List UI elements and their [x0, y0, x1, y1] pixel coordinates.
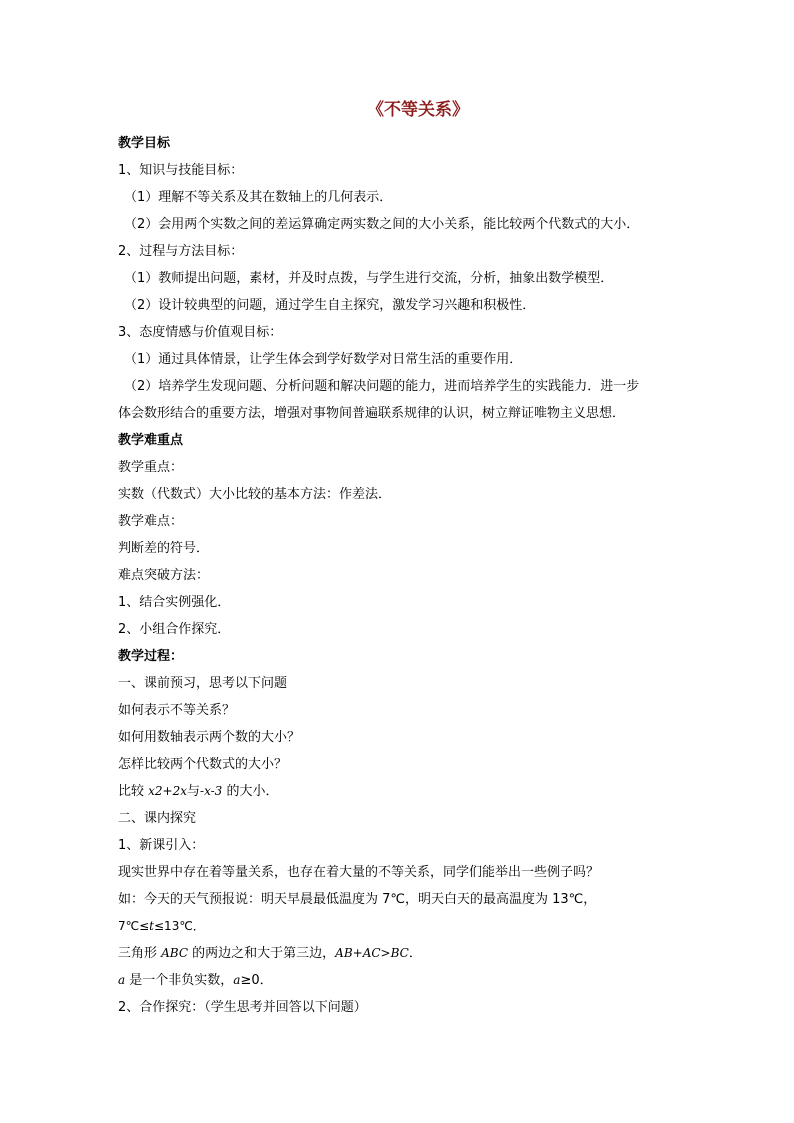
expression-2: -x-3: [200, 784, 223, 798]
text-line: 难点突破方法：: [118, 568, 210, 583]
text-line: 如何用数轴表示两个数的大小？: [118, 730, 301, 745]
text-line: 1、知识与技能目标：: [118, 163, 244, 178]
section-heading-process: 教学过程：: [118, 649, 184, 664]
text-line: 2、过程与方法目标：: [118, 244, 244, 259]
document-title: 《不等关系》: [367, 100, 469, 120]
text-line: 教学重点：: [118, 460, 184, 475]
expression-1: x2+2x: [148, 784, 187, 798]
text-line: 2、合作探究：（学生思考并回答以下问题）: [118, 1000, 367, 1015]
text-line: 3、态度情感与价值观目标：: [118, 325, 283, 340]
text-line: （1）教师提出问题，素材，并及时点拨，与学生进行交流，分析，抽象出数学模型．: [124, 271, 614, 286]
text-line: （2）设计较典型的问题，通过学生自主探究，激发学习兴趣和积极性．: [124, 298, 536, 313]
content-lines: [118, 130, 678, 1021]
text-line: （1）通过具体情景，让学生体会到学好数学对日常生活的重要作用．: [124, 352, 523, 367]
compare-expression-line: 比较 x2+2x与-x-3 的大小．: [118, 784, 279, 799]
text-line: 判断差的符号．: [118, 541, 210, 556]
text-line: 怎样比较两个代数式的大小？: [118, 757, 288, 772]
text-line: 实数（代数式）大小比较的基本方法：作差法．: [118, 487, 392, 502]
triangle-inequality-line: 三角形 ABC 的两边之和大于第三边，AB+AC>BC．: [118, 946, 422, 961]
nonnegative-line: a 是一个非负实数，a≥0．: [118, 973, 273, 988]
text-line: 2、小组合作探究．: [118, 622, 231, 637]
text-line: 1、结合实例强化．: [118, 595, 231, 610]
temperature-inequality-line: 7℃≤t≤13℃．: [118, 919, 205, 933]
text-line: 教学难点：: [118, 514, 184, 529]
text-line: （2）培养学生发现问题、分析问题和解决问题的能力，进而培养学生的实践能力．进一步: [124, 379, 640, 394]
text-line: 如：今天的天气预报说：明天早晨最低温度为 7℃，明天白天的最高温度为 13℃，: [118, 892, 597, 907]
section-heading-goals: 教学目标: [118, 136, 171, 151]
text-line: 二、课内探究: [118, 811, 197, 826]
document-page: [118, 96, 678, 1021]
text-line: 1、新课引入：: [118, 838, 205, 853]
section-heading-key-points: 教学难重点: [118, 433, 184, 448]
text-line: 如何表示不等关系？: [118, 703, 236, 718]
text-line: 现实世界中存在着等量关系，也存在着大量的不等关系，同学们能举出一些例子吗？: [118, 865, 600, 880]
text-line: （2）会用两个实数之间的差运算确定两实数之间的大小关系，能比较两个代数式的大小．: [124, 217, 640, 232]
text-line: （1）理解不等关系及其在数轴上的几何表示．: [124, 190, 393, 205]
text-line: 一、课前预习，思考以下问题: [118, 676, 288, 691]
text-line: 体会数形结合的重要方法，增强对事物间普遍联系规律的认识，树立辩证唯物主义思想．: [118, 406, 626, 421]
